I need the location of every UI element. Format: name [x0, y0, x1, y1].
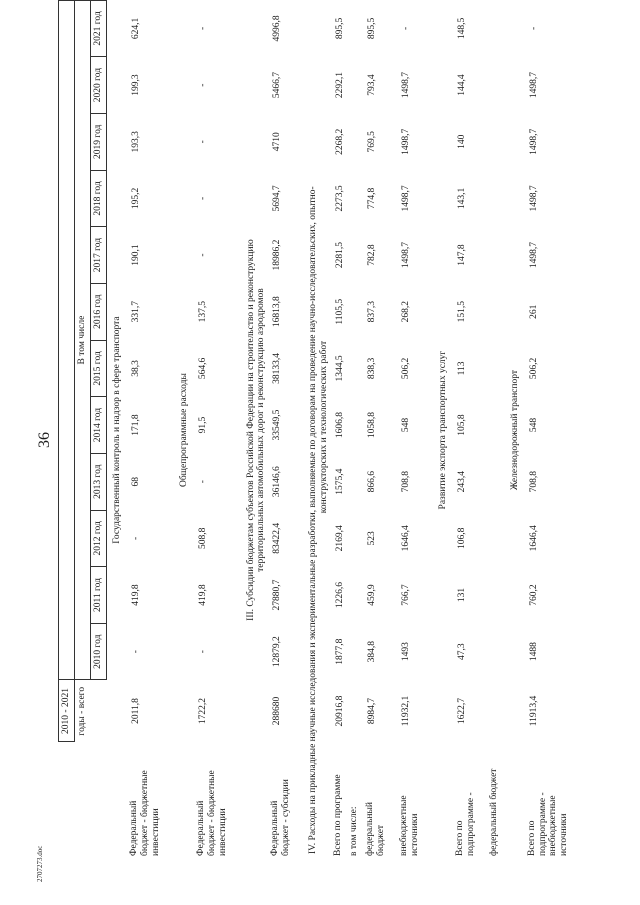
year-header: 2011 год — [91, 567, 107, 624]
table-cell: 895,5 — [367, 17, 378, 40]
table-row — [455, 0, 489, 860]
table-cell — [489, 510, 505, 567]
table-cell: 148,5 — [456, 17, 467, 40]
table-cell: 624,1 — [131, 17, 141, 40]
row-label-line: внебюджетные — [398, 795, 409, 856]
row-label-line: Федеральный — [195, 800, 206, 856]
table-cell: 419,8 — [197, 584, 208, 606]
table-cell: 708,8 — [400, 471, 411, 493]
year-header: 2013 год — [91, 453, 107, 510]
table-cell: 106,8 — [456, 527, 467, 550]
section-title-line: территориальных автомобильных дорог и реконструкцию аэродромов — [256, 288, 267, 572]
table-cell: 384,8 — [367, 640, 378, 663]
table-cell: 1498,7 — [400, 128, 411, 155]
table-cell — [349, 680, 365, 742]
table-cell: - — [528, 26, 539, 31]
table-cell: 288680 — [272, 696, 283, 726]
row-label — [349, 742, 365, 860]
table-cell: 2169,4 — [335, 525, 346, 552]
year-header: 2012 год — [91, 510, 107, 567]
table-cell — [489, 453, 505, 510]
row-label — [270, 742, 304, 860]
table-cell: 105,8 — [456, 414, 467, 436]
row-label-line: в том числе: — [349, 806, 360, 856]
table-cell: 147,8 — [456, 244, 467, 266]
table-cell: 1498,7 — [528, 72, 539, 99]
table-cell: 866,6 — [367, 471, 378, 493]
table-cell: 1488 — [528, 642, 539, 662]
table-cell: 331,7 — [131, 301, 141, 323]
year-header: 2019 год — [91, 113, 107, 170]
table-cell: 193,3 — [131, 131, 141, 153]
table-cell: 38133,4 — [272, 352, 283, 384]
table-cell: - — [400, 26, 411, 31]
table-cell: 419,8 — [131, 584, 141, 606]
table-row — [270, 0, 304, 860]
row-label — [455, 742, 489, 860]
table-cell: 1058,8 — [367, 411, 378, 439]
table-cell: 1498,7 — [400, 72, 411, 99]
section-title-line: Железнодорожный транспорт — [509, 370, 520, 491]
table-cell — [489, 623, 505, 680]
section-title-row — [304, 0, 333, 860]
table-cell: 171,8 — [131, 414, 141, 436]
table-cell: 91,5 — [197, 416, 208, 434]
breakdown-group-header — [59, 0, 75, 680]
section-title — [433, 0, 455, 860]
section-title-line: III. Субсидии бюджетам субъектов Российской Федерации на строительство и реконструкцию — [245, 239, 256, 621]
section-title — [505, 0, 527, 860]
table-cell: 20916,8 — [335, 695, 346, 727]
page-number: 36 — [36, 432, 53, 448]
table-cell: 1105,5 — [335, 298, 346, 325]
table-cell: 895,5 — [335, 17, 346, 40]
table-cell: - — [197, 480, 208, 484]
table-row — [399, 0, 433, 860]
table-body — [107, 0, 583, 860]
section-title-row — [107, 0, 130, 860]
table-cell: - — [197, 650, 208, 654]
table-cell: 1575,4 — [335, 468, 346, 495]
row-label — [527, 742, 583, 860]
table-cell: 459,9 — [367, 584, 378, 606]
rotated-table-stage — [58, 0, 638, 860]
table-cell: 137,5 — [197, 301, 208, 323]
table-cell — [489, 57, 505, 114]
table-cell — [489, 0, 505, 57]
table-cell: 144,4 — [456, 74, 467, 96]
section-title-row — [241, 0, 271, 860]
row-label-line: Всего по — [526, 820, 537, 856]
table-row — [333, 0, 349, 860]
year-header: 2010 год — [91, 623, 107, 680]
table-cell: 18986,2 — [272, 239, 283, 271]
row-label-line: бюджет - бюджетные — [206, 770, 217, 856]
table-cell: - — [197, 253, 208, 257]
table-cell: 766,7 — [400, 584, 411, 606]
table-cell — [349, 283, 365, 340]
table-cell: 131 — [456, 587, 467, 603]
table-cell: 1722,2 — [197, 697, 208, 725]
row-label-line: Всего по программе — [333, 774, 344, 856]
table-row — [489, 0, 505, 860]
row-label-line: источники — [409, 813, 420, 856]
row-label-line: инвестиции — [150, 808, 161, 856]
table-cell: 2273,5 — [335, 185, 346, 212]
row-label-line: внебюджетные — [548, 795, 559, 856]
table-cell — [349, 170, 365, 227]
table-cell — [489, 340, 505, 397]
table-cell: 8984,7 — [367, 697, 378, 725]
table-cell: 268,2 — [400, 301, 411, 323]
rotated-table-wrapper — [58, 0, 638, 860]
table-cell: 548 — [528, 417, 539, 433]
table-cell — [349, 567, 365, 624]
section-title — [241, 0, 271, 860]
row-label — [196, 742, 241, 860]
table-cell: 548 — [400, 417, 411, 433]
table-cell — [349, 57, 365, 114]
table-cell — [489, 170, 505, 227]
table-cell: 143,1 — [456, 187, 467, 210]
row-label-line: Всего по — [454, 820, 465, 856]
table-cell: 140 — [456, 134, 467, 149]
table-cell: 508,8 — [197, 527, 208, 550]
row-label — [399, 742, 433, 860]
row-label-line: Федеральный — [270, 800, 281, 856]
row-label-line: бюджет - бюджетные — [139, 770, 150, 856]
table-cell: 199,3 — [131, 74, 141, 96]
table-cell: - — [197, 196, 208, 201]
row-label-line: инвестиции — [217, 808, 228, 856]
row-label-line: подпрограмме - — [465, 792, 476, 856]
table-cell — [349, 510, 365, 567]
table-cell: 11913,4 — [528, 695, 539, 727]
table-cell: 47,3 — [456, 643, 467, 660]
budget-table — [58, 0, 582, 860]
table-cell: 506,2 — [400, 357, 411, 380]
table-cell: 83422,4 — [272, 522, 283, 554]
year-header: 2020 год — [91, 57, 107, 114]
table-cell: 33549,5 — [272, 409, 283, 441]
table-cell — [349, 113, 365, 170]
year-header: 2017 год — [91, 227, 107, 284]
table-cell: 1344,5 — [335, 355, 346, 382]
row-label — [365, 742, 399, 860]
table-cell: 151,5 — [456, 301, 467, 323]
table-cell — [349, 0, 365, 57]
table-cell — [349, 623, 365, 680]
table-cell: 12879,2 — [272, 636, 283, 668]
table-cell: 1493 — [400, 642, 411, 662]
section-title-line: конструкторских и технологических работ — [319, 340, 330, 514]
table-cell: 769,5 — [367, 131, 378, 153]
table-cell — [489, 113, 505, 170]
table-cell: 36146,6 — [272, 466, 283, 498]
section-title-line: Государственный контроль и надзор в сфере транспорта — [112, 316, 122, 544]
table-cell: 837,3 — [367, 301, 378, 323]
table-cell — [349, 227, 365, 284]
year-header: 2018 год — [91, 170, 107, 227]
table-cell: 11932,1 — [400, 695, 411, 727]
breakdown-group-label: В том числе — [75, 0, 91, 680]
table-cell: 190,1 — [131, 244, 141, 266]
table-cell: 38,3 — [131, 360, 141, 377]
table-cell: 1646,4 — [528, 525, 539, 552]
table-row — [527, 0, 583, 860]
table-cell: 68 — [131, 476, 141, 487]
total-period-header: 2010 - 2021 — [59, 680, 75, 742]
table-cell: 708,8 — [528, 471, 539, 493]
table-cell: 2281,5 — [335, 242, 346, 269]
row-label — [129, 742, 174, 860]
table-cell — [489, 283, 505, 340]
table-cell: 16813,8 — [272, 296, 283, 328]
table-cell: 27880,7 — [272, 579, 283, 611]
table-cell: 506,2 — [528, 357, 539, 380]
table-header — [59, 0, 107, 860]
table-row — [365, 0, 399, 860]
table-cell — [349, 340, 365, 397]
table-cell: 2268,2 — [335, 128, 346, 155]
table-cell: 1498,7 — [528, 185, 539, 212]
table-cell — [489, 227, 505, 284]
table-cell: 2011,8 — [131, 698, 141, 724]
row-label — [489, 742, 505, 860]
table-cell: - — [197, 83, 208, 87]
year-header: 2021 год — [91, 0, 107, 57]
document-filename: 2707273.doc — [36, 845, 44, 882]
year-header: 2015 год — [91, 340, 107, 397]
table-cell: 4996,8 — [272, 15, 283, 42]
total-years-header: годы - всего — [77, 686, 87, 736]
table-cell: 760,2 — [528, 584, 539, 606]
total-column-header-spacer — [91, 680, 107, 742]
table-cell — [489, 397, 505, 454]
table-cell: 195,2 — [131, 187, 141, 210]
row-label-line: бюджет — [375, 824, 386, 856]
table-cell: 4710 — [272, 132, 283, 152]
table-row — [196, 0, 241, 860]
table-cell: 782,8 — [367, 244, 378, 266]
row-label-line: бюджет - субсидии — [281, 779, 292, 856]
table-cell: 774,8 — [367, 187, 378, 210]
table-cell: - — [197, 140, 208, 144]
table-cell: 564,6 — [197, 357, 208, 380]
section-title-row — [174, 0, 196, 860]
table-cell — [349, 397, 365, 454]
row-label-line: подпрограмме - — [537, 792, 548, 856]
table-cell — [489, 680, 505, 742]
table-row — [129, 0, 174, 860]
table-cell: - — [131, 536, 141, 540]
table-cell — [489, 567, 505, 624]
table-cell: 838,3 — [367, 357, 378, 380]
section-title-line: Развитие экспорта транспортных услуг — [437, 350, 448, 510]
section-title — [107, 0, 130, 860]
table-cell: 1498,7 — [528, 128, 539, 155]
table-cell: 1498,7 — [528, 242, 539, 269]
table-cell: 5694,7 — [272, 185, 283, 212]
table-cell: - — [197, 26, 208, 31]
section-title-line: Общепрограммные расходы — [178, 373, 189, 488]
table-cell — [349, 453, 365, 510]
table-cell: 523 — [367, 531, 378, 546]
table-cell: 1498,7 — [400, 242, 411, 269]
section-title — [174, 0, 196, 860]
table-cell: 1877,8 — [335, 638, 346, 665]
year-header: 2014 год — [91, 397, 107, 454]
section-title-row — [505, 0, 527, 860]
section-title — [304, 0, 333, 860]
table-cell: 2292,1 — [335, 72, 346, 99]
row-label — [333, 742, 349, 860]
row-label-line: федеральный — [365, 802, 376, 856]
row-label-line: Федеральный — [129, 800, 139, 856]
row-label-line: источники — [559, 813, 570, 856]
section-title-row — [433, 0, 455, 860]
section-title-line: IV. Расходы на прикладные научные исследования и экспериментальные разработки, выполняемые по договорам на проведение научно-исследовательских, опытно- — [308, 186, 319, 854]
table-cell: 1498,7 — [400, 185, 411, 212]
table-cell: 261 — [528, 304, 539, 319]
table-row — [349, 0, 365, 860]
table-cell: 793,4 — [367, 74, 378, 96]
table-cell: 5466,7 — [272, 72, 283, 99]
label-header-cell — [59, 742, 107, 860]
table-cell: 1606,8 — [335, 411, 346, 439]
row-label-line: федеральный бюджет — [488, 768, 499, 856]
year-header: 2016 год — [91, 283, 107, 340]
table-cell: 113 — [456, 361, 467, 376]
table-cell: - — [131, 650, 141, 654]
table-cell: 1226,6 — [335, 581, 346, 609]
table-cell: 1622,7 — [456, 697, 467, 725]
table-cell: 243,4 — [456, 471, 467, 493]
table-cell: 1646,4 — [400, 525, 411, 552]
